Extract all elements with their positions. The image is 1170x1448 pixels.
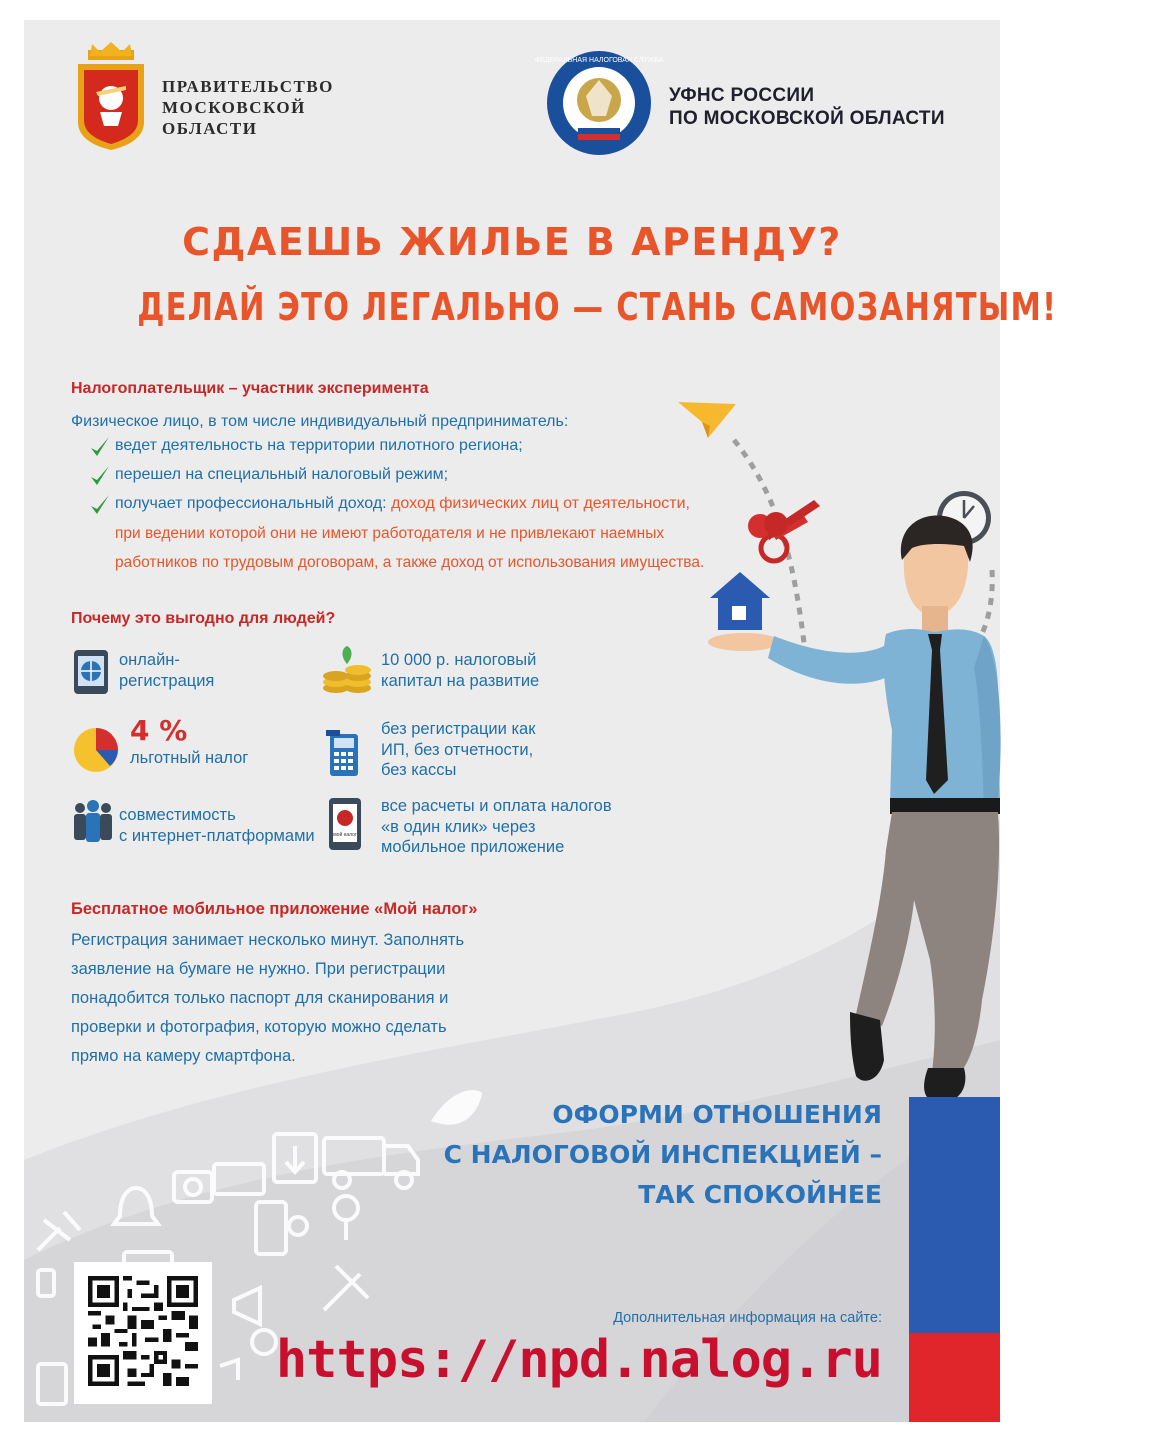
checkmark-icon	[90, 436, 110, 458]
bullet-2: перешел на специальный налоговый режим;	[115, 466, 449, 483]
bullet-3	[115, 495, 690, 513]
benefit-line: без регистрации как	[381, 720, 536, 738]
app-body-line: прямо на камеру смартфона.	[71, 1047, 296, 1065]
app-body-line: заявление на бумаге не нужно. При регистрации	[71, 960, 446, 978]
app-body-line: Регистрация занимает несколько минут. Заполнять	[71, 931, 465, 949]
people-group-icon	[70, 798, 116, 844]
tax-rate: 4 %	[130, 714, 188, 747]
poster	[24, 20, 1058, 1422]
benefit-tax-capital	[381, 650, 539, 691]
benefits-title: Почему это выгодно для людей?	[71, 610, 336, 627]
more-info-label: Дополнительная информация на сайте:	[613, 1310, 882, 1326]
bullet-1: ведет деятельность на территории пилотного региона;	[115, 437, 523, 454]
fns-emblem-icon	[534, 50, 664, 156]
taxpayer-title: Налогоплательщик – участник эксперимента	[71, 380, 429, 397]
coat-of-arms-icon	[70, 42, 152, 152]
definition-line-2: при ведении которой они не имеют работодателя и не привлекают наемных	[115, 525, 665, 542]
gov-name-line: ПРАВИТЕЛЬСТВО	[162, 77, 334, 96]
benefit-preferential-tax: льготный налог	[130, 749, 249, 767]
gov-name-line: ОБЛАСТИ	[162, 119, 258, 138]
slogan	[444, 1095, 882, 1215]
benefit-one-click	[381, 796, 612, 858]
slogan-line: ТАК СПОКОЙНЕЕ	[638, 1180, 882, 1209]
app-body-line: проверки и фотография, которую можно сделать	[71, 1018, 447, 1036]
benefit-line: ИП, без отчетности,	[381, 740, 534, 759]
slogan-line: ОФОРМИ ОТНОШЕНИЯ	[552, 1100, 882, 1129]
checkmark-icon	[90, 465, 110, 487]
benefit-online-registration	[119, 650, 214, 691]
keys-icon	[748, 500, 820, 561]
flag-stripe-red	[909, 1333, 1000, 1422]
gov-name	[162, 76, 382, 139]
benefit-line: совместимость	[119, 806, 236, 824]
benefit-line: с интернет-платформами	[119, 826, 315, 845]
man-with-keys-illustration	[664, 400, 1004, 1100]
taxpayer-intro: Физическое лицо, в том числе индивидуальный предприниматель:	[71, 413, 569, 430]
qr-code-box[interactable]	[74, 1262, 212, 1404]
flag-stripe-blue	[909, 1097, 1000, 1333]
benefit-line: онлайн-	[119, 651, 180, 669]
house-icon	[710, 572, 770, 630]
benefit-line: мобильное приложение	[381, 838, 565, 856]
bullet-3-text: получает профессиональный доход:	[115, 495, 387, 512]
fns-name-line: ПО МОСКОВСКОЙ ОБЛАСТИ	[669, 108, 945, 129]
benefit-compatibility	[119, 805, 315, 846]
benefit-line: капитал на развитие	[381, 671, 540, 690]
fns-name-line: УФНС РОССИИ	[669, 85, 815, 106]
benefit-no-registration	[381, 719, 535, 781]
pos-terminal-icon	[324, 728, 364, 778]
website-link[interactable]: https://npd.nalog.ru	[275, 1330, 882, 1390]
app-title: Бесплатное мобильное приложение «Мой налог»	[71, 900, 478, 918]
headline-line-2: ДЕЛАЙ ЭТО ЛЕГАЛЬНО — СТАНЬ САМОЗАНЯТЫМ!	[137, 285, 1058, 329]
headline-line-1: СДАЕШЬ ЖИЛЬЕ В АРЕНДУ?	[182, 220, 842, 264]
gov-name-line: МОСКОВСКОЙ	[162, 98, 306, 117]
benefit-line: регистрация	[119, 671, 215, 690]
coins-icon	[320, 642, 374, 696]
app-body	[71, 926, 491, 1071]
fns-name	[669, 84, 989, 130]
tablet-globe-icon	[70, 648, 114, 696]
benefit-line: без кассы	[381, 761, 457, 779]
phone-app-label: мой налог	[333, 832, 357, 838]
pie-chart-icon	[72, 722, 124, 774]
checkmark-icon	[90, 494, 110, 516]
benefit-line: «в один клик» через	[381, 817, 536, 836]
benefit-line: 10 000 р. налоговый	[381, 651, 537, 669]
fns-emblem-text: ФЕДЕРАЛЬНАЯ НАЛОГОВАЯ СЛУЖБА	[534, 57, 664, 64]
smartphone-app-icon	[327, 796, 363, 852]
qr-code-icon[interactable]	[88, 1276, 198, 1386]
definition-line-3: работников по трудовым договорам, а также доход от использования имущества.	[115, 554, 705, 571]
app-body-line: понадобится только паспорт для сканирования и	[71, 989, 449, 1007]
definition-line-1: доход физических лиц от деятельности,	[391, 495, 690, 512]
slogan-line: С НАЛОГОВОЙ ИНСПЕКЦИЕЙ –	[443, 1140, 882, 1169]
benefit-line: все расчеты и оплата налогов	[381, 797, 612, 815]
